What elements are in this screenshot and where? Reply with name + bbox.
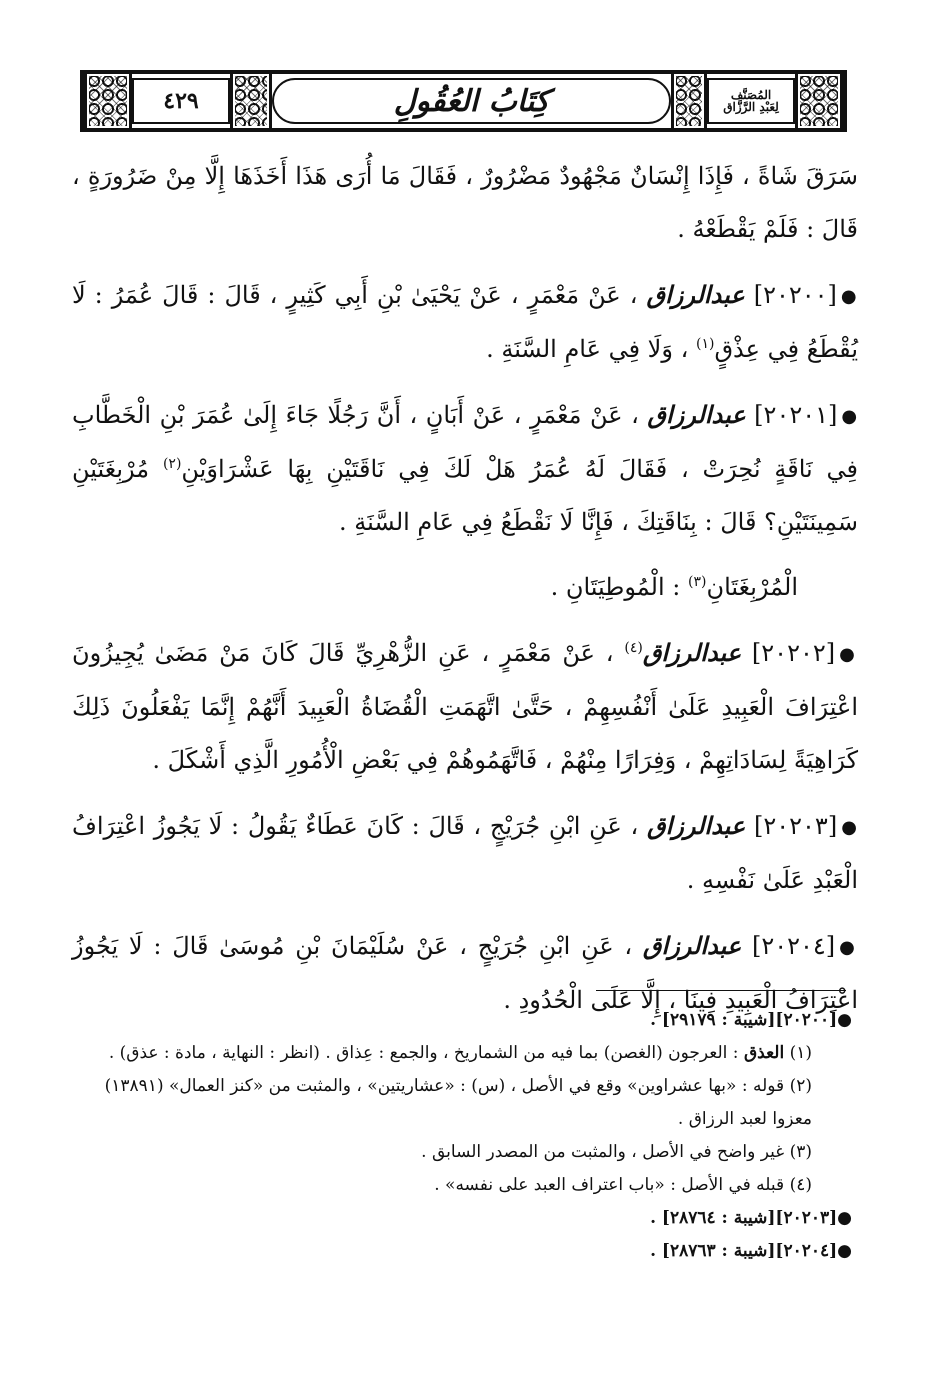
footnote-2 xyxy=(72,1070,852,1136)
hadith-text: ، عَنْ مَعْمَرٍ ، عَنِ الزُّهْرِيِّ قَالَ كَانَ مَنْ مَضَىٰ يُجِيزُونَ اعْتِرَافَ الْعَبِيدِ عَلَىٰ أَنْفُسِهِمْ ، حَتَّىٰ اتَّهَمَتِ الْقُضَاةُ الْعَبِيدَ أَنَّهُمْ إِنَّمَا يَفْعَلُونَ ذَلِكَ كَرَاهِيَةً لِسَادَاتِهِمْ ، وَفِرَارًا مِنْهُمْ ، فَاتَّهَمُوهُمْ فِي بَعْضِ الْأُمُورِ الَّذِي أَشْكَلَ . xyxy=(72,639,858,774)
footnote-number: (١) xyxy=(789,1043,812,1063)
footnote-number: (٣) xyxy=(789,1142,812,1162)
page-header xyxy=(80,70,847,132)
hadith-number: [٢٠٢٠٤] xyxy=(751,932,836,960)
hadith-text: مُرْبِغَتَيْنِ سَمِينَتَيْنِ؟ قَالَ : بِنَاقَتِكَ ، فَإِنَّا لَا نَقْطَعُ فِي عَامِ السَّنَةِ . xyxy=(72,455,858,536)
hadith-20203 xyxy=(72,799,858,907)
footnotes xyxy=(72,1004,852,1268)
logo-line-2: لِعَبْدِ الرَّزَّاق xyxy=(723,100,779,114)
hadith-text: ، عَنِ ابْنِ جُرَيْجٍ ، قَالَ : كَانَ عَطَاءٌ يَقُولُ : لَا يَجُوزُ اعْتِرَافُ الْعَبْدِ عَلَىٰ نَفْسِهِ . xyxy=(72,812,858,894)
ornament-left xyxy=(84,74,132,128)
footnote-text: غير واضح في الأصل ، والمثبت من المصدر السابق . xyxy=(421,1142,785,1162)
bullet-icon: ● xyxy=(841,817,858,838)
hadith-text: ، عَنْ مَعْمَرٍ ، عَنْ يَحْيَىٰ بْنِ أَبِي كَثِيرٍ ، قَالَ : قَالَ عُمَرُ : لَا يُقْطَعُ فِي عِذْقٍ xyxy=(72,281,858,363)
footnote-term: العذق xyxy=(743,1043,785,1063)
hadith-text: ، عَنْ مَعْمَرٍ ، عَنْ أَبَانٍ ، أَنَّ رَجُلًا جَاءَ إِلَىٰ عُمَرَ بْنِ الْخَطَّابِ فِي نَاقَةٍ نُحِرَتْ ، فَقَالَ لَهُ عُمَرُ هَلْ لَكَ فِي نَاقَتَيْنِ بِهَا عَشْرَاوَيْنِ xyxy=(72,401,859,483)
hadith-number: [٢٠٢٠١] xyxy=(754,401,838,429)
footnote-text: قوله : «بها عشراوين» وقع في الأصل ، (س) : «عشاريتين» ، والمثبت من «كنز العمال» (١٣٨٩١) معزوا لعبد الرزاق . xyxy=(104,1076,812,1129)
footnote-3 xyxy=(72,1136,852,1169)
footnote-ref[interactable]: (٣) xyxy=(687,574,707,590)
gloss-word: الْمُرْبِغَتَانِ xyxy=(706,573,798,601)
hadith-20201 xyxy=(72,388,858,549)
author-name: عبدالرزاق xyxy=(642,638,742,667)
page-number: ٤٢٩ xyxy=(163,88,199,114)
hadith-20202 xyxy=(72,626,858,787)
hadith-text: ، عَنِ ابْنِ جُرَيْجٍ ، عَنْ سُلَيْمَانَ بْنِ مُوسَىٰ قَالَ : لَا يَجُوزُ اعْتِرَافُ الْعَبِيدِ فِينَا ، إِلَّا عَلَى الْحُدُودِ . xyxy=(72,932,858,1014)
footnote-text: قبله في الأصل : «باب اعتراف العبد على نفسه» . xyxy=(434,1175,785,1195)
bullet-icon: ● xyxy=(840,286,858,307)
source-ref-20203: ●[٢٠٢٠٣][شيبة : ٢٨٧٦٤] . xyxy=(650,1208,852,1228)
footnote-ref[interactable]: (٢) xyxy=(162,456,182,472)
source-ref-20204: ●[٢٠٢٠٤][شيبة : ٢٨٧٦٣] . xyxy=(650,1241,852,1261)
bullet-icon: ● xyxy=(841,406,858,427)
logo-line-1: المُصَنَّف xyxy=(730,88,772,102)
footnote-divider xyxy=(596,990,846,991)
chapter-title-box xyxy=(272,78,671,124)
bullet-icon: ● xyxy=(839,644,858,665)
author-name: عبدالرزاق xyxy=(642,931,742,960)
gloss-text: : الْمُوطِيَتَانِ . xyxy=(550,573,681,601)
chapter-title: كِتَابُ العُقُولِ xyxy=(393,83,550,119)
author-name: عبدالرزاق xyxy=(647,400,746,429)
footnote-4 xyxy=(72,1169,852,1202)
hadith-number: [٢٠٢٠٢] xyxy=(751,639,836,667)
footnote-number: (٤) xyxy=(789,1175,812,1195)
footnote-text: : العرجون (الغصن) بما فيه من الشماريخ ، والجمع : عِذاق . (انظر : النهاية ، مادة : عذق) . xyxy=(108,1043,739,1063)
footnote-ref[interactable]: (١) xyxy=(695,336,715,352)
hadith-number: [٢٠٢٠٠] xyxy=(753,281,837,309)
main-text xyxy=(72,150,858,1039)
hadith-20200 xyxy=(72,268,858,376)
paragraph-continued xyxy=(72,150,858,256)
author-name: عبدالرزاق xyxy=(646,811,746,840)
bullet-icon: ● xyxy=(839,937,858,958)
footnote-ref[interactable]: (٤) xyxy=(624,640,643,656)
book-logo xyxy=(707,78,795,124)
author-name: عبدالرزاق xyxy=(646,280,745,309)
ornament-right xyxy=(795,74,843,128)
page-number-box xyxy=(132,78,230,124)
footnote-1 xyxy=(72,1037,852,1070)
hadith-number: [٢٠٢٠٣] xyxy=(753,812,838,840)
word-gloss xyxy=(72,561,858,614)
paragraph-text: سَرَقَ شَاةً ، فَإِذَا إِنْسَانٌ مَجْهُودٌ مَضْرُورٌ ، فَقَالَ مَا أُرَى هَذَا أَخَذَهَا إِلَّا مِنْ ضَرُورَةٍ ، قَالَ : فَلَمْ يَقْطَعْهُ . xyxy=(72,162,858,243)
ornament-mid-right xyxy=(671,74,707,128)
hadith-text: ، وَلَا فِي عَامِ السَّنَةِ . xyxy=(486,335,689,363)
ornament-mid-left xyxy=(230,74,272,128)
footnote-number: (٢) xyxy=(789,1076,812,1096)
source-ref-20200: ●[٢٠٢٠٠][شيبة : ٢٩١٧٩] . xyxy=(650,1010,852,1030)
